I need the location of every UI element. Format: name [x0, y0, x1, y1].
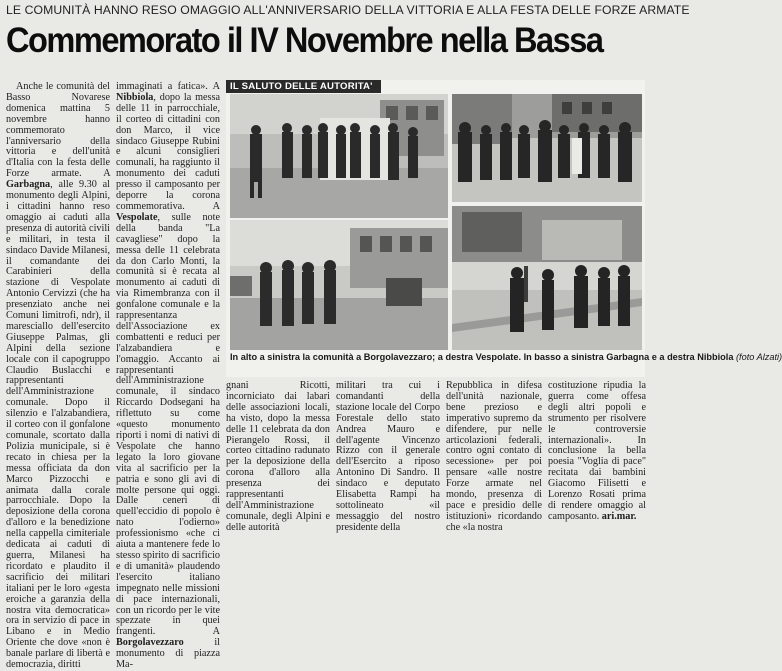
article-column-1: Anche le comunità del Basso Novarese domenica mattina 5 novembre hanno commemorato l'anniversario della vittoria e dell'unità d'Italia con la festa delle Forze armate. A Garbagna, alle 9.30 al monumento degli Alpini, i cittadini hanno reso omaggio ai caduti alla presenza di autorità civili e militari, in testa il sindaco Davide Milanesi, il comandante dei Carabinieri della stazione di Vespolate Antonio Cervizzi (che ha presenziato anche nei Comuni limitrofi, ndr), il maresciallo dell'esercito Giuseppe Palmas, gli Alpini della sezione locale con il capogruppo Claudio Buslacchi e rappresentanti dell'Amministrazione comunale. Dopo il silenzio e l'alzabandiera, il corteo con il gonfalone comunale, scortato dalla Polizia municipale, si è recato in chiesa per la messa officiata da don Marco Pizzocchi e animata dalla corale parrocchiale. Dopo la deposizione della corona d'alloro e la benedizione nella cappella cimiteriale dedicata ai caduti di guerra, Milanesi ha ricordato e plaudito il sacrificio dei militari italiani per le loro «gesta eroiche a garanzia della nostra vita democratica» ora in servizio di pace in Libano e in Medio Oriente che dove «non è banale parlare di libertà e democrazia, diritti: [6, 81, 110, 671]
article-column-3: gnani Ricotti, incorniciato dai labari delle associazioni locali, ha visto, dopo la messa delle 11 celebrata da don Pierangelo Rossi, il corteo cittadino radunato per la deposizione della corona d'alloro alla presenza dei rappresentanti dell'Amministrazione comunale, degli Alpini e delle autorità: [226, 380, 330, 533]
photo-caption: In alto a sinistra la comunità a Borgolavezzaro; a destra Vespolate. In basso a sinistra Garbagna e a destra Nibbiola (foto Alzati): [230, 352, 782, 362]
photo-garbagna: [230, 220, 448, 350]
article-column-2: immaginati a fatica». A Nibbiola, dopo la messa delle 11 in parrocchiale, il corteo di cittadini con don Marco, il vice sindaco Giuseppe Rubini e alcuni consiglieri comunali, ha raggiunto il monumento dei caduti presso il camposanto per deporre la corona commemorativa. A Vespolate, sulle note della banda "La cavagliese" dopo la messa delle 11 celebrata da don Carlo Monti, la comunità si è recata al monumento ai caduti di via Rimembranza con il gonfalone comunale e la rappresentanza dell'Associazione ex combattenti e reduci per l'alzabandiera e l'omaggio. Accanto ai rappresentanti dell'Amministrazione comunale, il sindaco Riccardo Dodsegani ha riflettuto su come «questo monumento riporti i nomi di nativi di Vespolate che hanno legato la loro giovane vita al sacrificio per la patria e sono gli avi di molte persone qui oggi. Dalle ceneri di quell'eccidio di popolo è nato l'odierno» professionismo «che ci aiuta a mantenere fede lo stesso spirito di sacrificio e di umanità» plaudendo l'esercito italiano impegnato nelle missioni di pace internazionali, con un ricordo per le vite spezzate in quei frangenti. A Borgolavezzaro il monumento di piazza Ma-: [116, 81, 220, 671]
headline: Commemorato il IV Novembre nella Bassa: [6, 21, 603, 60]
kicker: LE COMUNITÀ HANNO RESO OMAGGIO ALL'ANNIVERSARIO DELLA VITTORIA E ALLA FESTA DELLE FORZE ARMATE: [6, 3, 690, 17]
photo-nibbiola: [452, 206, 642, 350]
article-column-5: Repubblica in difesa dell'unità nazionale, bene prezioso e imperativo supremo da difendere, pur nelle articolazioni federali, contro ogni contato di secessione» per poi pensare «alle nostre Forze armate nel mondo, presenza di pace e presidio delle istituzioni» ricordando che «la nostra: [446, 380, 542, 533]
section-label: IL SALUTO DELLE AUTORITA': [226, 80, 381, 93]
photo-credit: (foto Alzati): [736, 352, 782, 362]
author-signature: ari.mar.: [601, 510, 637, 522]
photo-borgolavezzaro: [230, 94, 448, 218]
article-column-6: costituzione ripudia la guerra come offesa degli altri popoli e strumento per risolvere le controversie internazionali». In conclusione la bella poesia "Voglia di pace" recitata dai bambini Giacomo Filisetti e Lorenzo Rosati prima di rendere omaggio al camposanto. ari.mar.: [548, 380, 646, 522]
article-column-4: militari tra cui i comandanti della stazione locale del Corpo Forestale dello stato Andrea Mauro e dell'agente Vincenzo Rizzo con il generale dell'Esercito a riposo Antonino Di Sandro. Il sindaco e deputato Elisabetta Rampi ha sottolineato «il messaggio del nostro presidente della: [336, 380, 440, 533]
photo-vespolate: [452, 94, 642, 202]
